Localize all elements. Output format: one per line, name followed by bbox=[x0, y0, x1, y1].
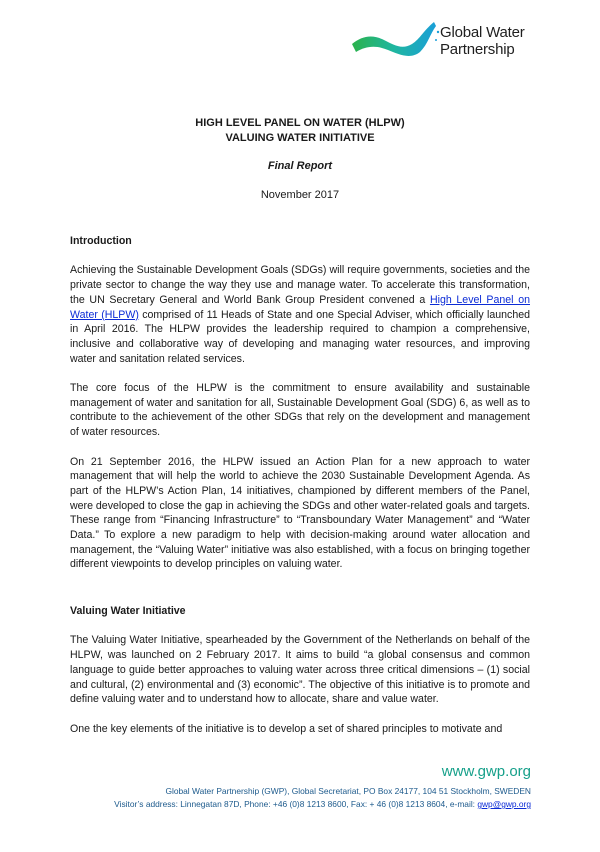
logo-line-1: Global Water bbox=[440, 24, 525, 41]
valuing-paragraph-2: One the key elements of the initiative is to develop a set of shared principles to motivate and bbox=[70, 722, 503, 735]
document-subtitle: Final Report bbox=[267, 160, 333, 172]
hlpw-link[interactable]: High Level Panel on Water (HLPW) bbox=[70, 293, 530, 321]
intro-paragraph-3: On 21 September 2016, the HLPW issued an Action Plan for a new approach to water management that will help the world to achieve the 2030 Sustainable Development Agenda. As part of the HLPW’s Action Plan, 14 initiatives, championed by different members of the Panel, were developed to close the gap in achieving the SDGs and other water-related goals and targets. These range from “Financing Infrastructure” to “Transboundary Water Management” and “Water Data.” To explore a new paradigm to help with decision-making around water allocation and management, the “Valuing Water” initiative was also established, with a focus on bringing together different viewpoints to develop principles on valuing water. bbox=[70, 455, 530, 571]
intro-p1-text-after: comprised of 11 Heads of State and one Special Adviser, which officially launched in April 2016. The HLPW provides the leadership required to champion a comprehensive, inclusive and collaborative way of developing and managing water resources, and improving water and sanitation related services. bbox=[70, 308, 531, 365]
document-date: November 2017 bbox=[260, 189, 340, 201]
valuing-water-heading: Valuing Water Initiative bbox=[70, 605, 186, 617]
footer-contact-line bbox=[114, 799, 531, 809]
introduction-section bbox=[70, 234, 530, 572]
footer-address-line: Global Water Partnership (GWP), Global Secretariat, PO Box 24177, 104 51 Stockholm, SWEDEN bbox=[165, 786, 531, 796]
title-line-2: VALUING WATER INITIATIVE bbox=[225, 131, 375, 144]
valuing-water-section bbox=[70, 604, 530, 736]
valuing-paragraph-1: The Valuing Water Initiative, spearheaded by the Government of the Netherlands on behalf of the HLPW, was launched on 2 February 2017. It aims to build “a global consensus and common language to guide better approaches to valuing water across three critical dimensions – (1) social and cultural, (2) environmental and (3) economic”. The objective of this initiative is to promote and define valuing water and to understand how to allocate, share and value water. bbox=[70, 634, 530, 706]
document-title bbox=[0, 116, 600, 145]
footer-contact-text: Visitor’s address: Linnegatan 87D, Phone: +46 (0)8 1213 8600, Fax: + 46 (0)8 1213 8604, e-mail: bbox=[114, 799, 478, 809]
intro-p1-text: Achieving the Sustainable Development Goals (SDGs) will require governments, societies and the private sector to change the way they use and manage water. To accelerate this transformation, the UN Secretary General and World Bank Group President convened a bbox=[70, 264, 530, 306]
wave-swoosh-icon bbox=[350, 20, 442, 60]
intro-paragraph-2: The core focus of the HLPW is the commitment to ensure availability and sustainable management of water and sanitation for all, Sustainable Development Goal (SDG) 6, as well as to contribute to the achievement of the other SDGs that rely on the development and management of water resources. bbox=[70, 382, 530, 439]
gwp-logo bbox=[350, 18, 540, 64]
footer-email-link[interactable]: gwp@gwp.org bbox=[477, 799, 531, 809]
logo-line-2: Partnership bbox=[440, 41, 515, 58]
footer-website-link[interactable]: www.gwp.org bbox=[441, 763, 531, 780]
title-line-1: HIGH LEVEL PANEL ON WATER (HLPW) bbox=[195, 117, 405, 129]
logo-wordmark bbox=[440, 24, 525, 58]
intro-paragraph-1 bbox=[70, 263, 530, 366]
introduction-heading: Introduction bbox=[70, 235, 132, 247]
